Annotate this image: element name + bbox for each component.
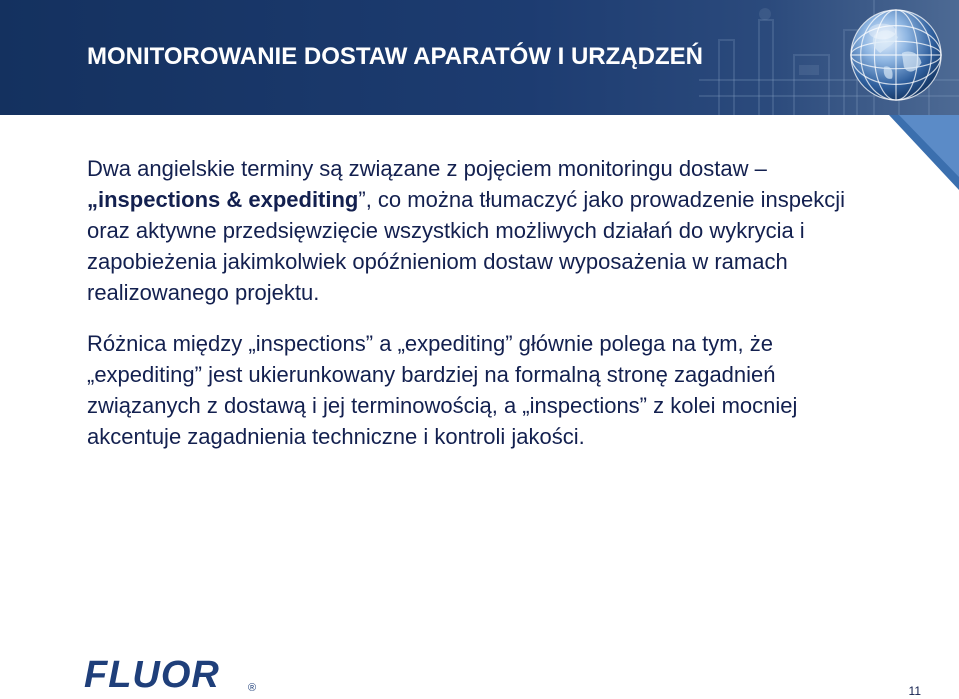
globe-icon <box>847 6 945 104</box>
paragraph-1-text-end: ”, co można tłumaczyć jako prowadzenie inspekcji oraz aktywne przedsięwzięcie wszystkich możliwych działań do wykrycia i zapobieżenia jakimkolwiek opóźnieniom dostaw wyposażenia w ramach realizowanego projektu. <box>87 187 846 305</box>
registered-mark: ® <box>248 682 257 693</box>
header-bar <box>0 0 959 115</box>
paragraph-1-text-start: Dwa angielskie terminy są związane z pojęciem monitoringu dostaw – <box>87 156 767 181</box>
fluor-logo <box>84 651 260 693</box>
paragraph-2: Różnica między „inspections” a „expediting” głównie polega na tym, że „expediting” jest ukierunkowany bardziej na formalną stronę zagadnień związanych z dostawą i jej terminowością, a „inspections” z kolei mocniej akcentuje zagadnienia techniczne i kontroli jakości. <box>87 331 798 449</box>
paragraph-1-bold-terms: „inspections & expediting <box>87 187 359 212</box>
slide-body <box>87 153 887 452</box>
logo-text: FLUOR <box>84 654 220 693</box>
paragraph-1 <box>87 153 887 308</box>
slide-title: MONITOROWANIE DOSTAW APARATÓW I URZĄDZEŃ <box>87 43 703 70</box>
page-number: 11 <box>908 684 921 698</box>
corner-triangle <box>889 115 959 190</box>
